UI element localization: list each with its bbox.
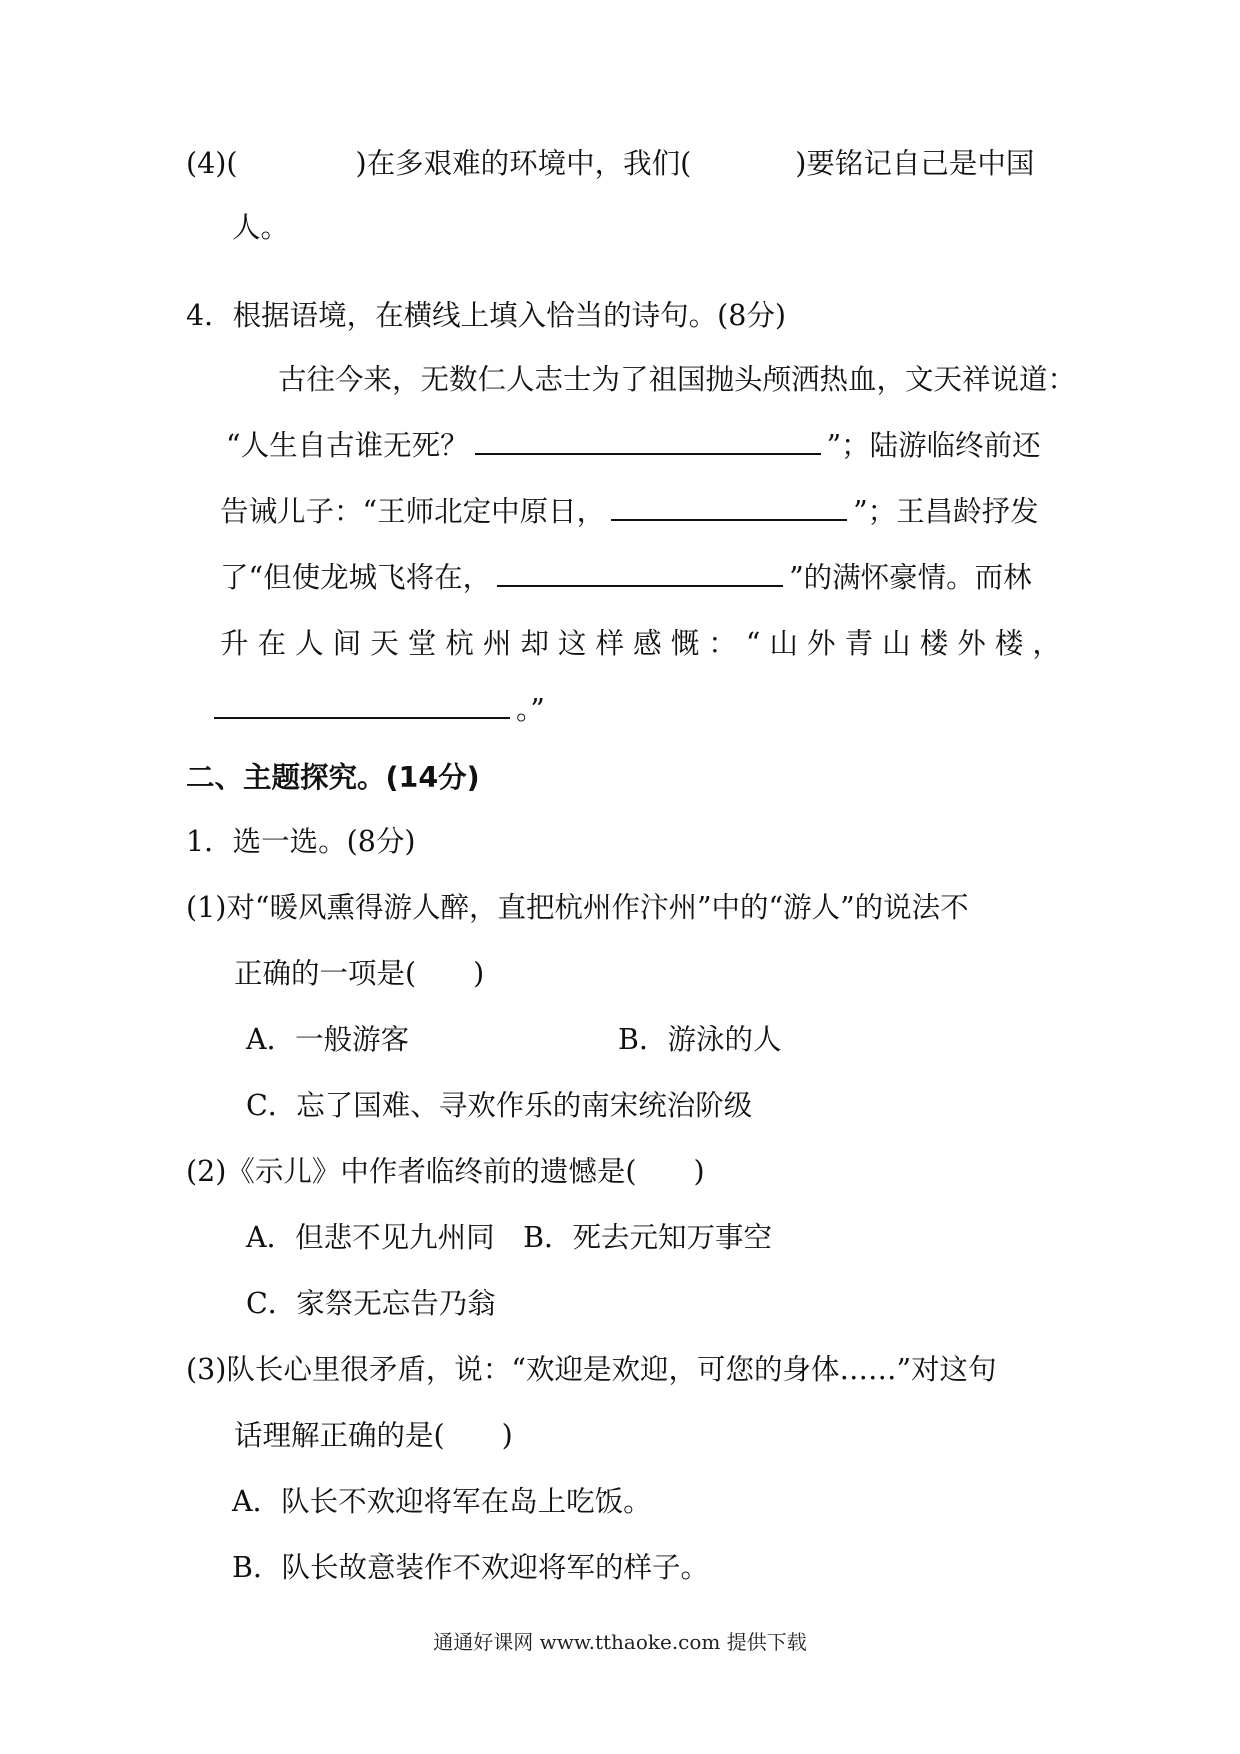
s2-q1-1-line2: 正确的一项是( ) [234,957,485,990]
option-b[interactable]: B．队长故意装作不欢迎将军的样子。 [232,1551,709,1584]
answer-blank-2[interactable] [611,493,847,521]
option-c[interactable]: C．忘了国难、寻欢作乐的南宋统治阶级 [246,1089,753,1122]
s2-q1-3-line2: 话理解正确的是( ) [234,1419,513,1452]
option-c[interactable]: C．家祭无忘告乃翁 [246,1287,496,1320]
s2-q1-3-line1: (3)队长心里很矛盾，说：“欢迎是欢迎，可您的身体……”对这句 [186,1353,997,1386]
q4-line5: 升 在 人 间 天 堂 杭 州 却 这 样 感 慨 ： “ 山 外 青 山 楼 外 楼 ， [220,627,1061,660]
option-b[interactable]: B．游泳的人 [618,1023,782,1056]
q4-line3-a: 告诫儿子：“王师北定中原日， [220,495,606,528]
answer-blank-1[interactable] [475,427,821,455]
option-a[interactable]: A．一般游客 [246,1023,410,1056]
answer-blank-3[interactable] [497,559,783,587]
option-a[interactable]: A．队长不欢迎将军在岛上吃饭。 [232,1485,652,1518]
page-footer: 通通好课网 www.tthaoke.com 提供下载 [433,1630,807,1654]
q4-line2-b: ”；陆游临终前还 [826,429,1041,462]
q3-4-part3: )要铭记自己是中国 [795,147,1035,180]
q4-line4 [220,558,1032,598]
q3-4-line1 [186,144,1034,184]
q4-heading: 4．根据语境，在横线上填入恰当的诗句。(8分) [186,299,787,332]
q4-line6 [214,690,545,730]
q4-line6-b: 。” [516,693,545,726]
answer-blank-4[interactable] [214,691,510,719]
section2-heading: 二、主题探究。(14分) [186,761,480,794]
q4-line3-b: ”；王昌龄抒发 [853,495,1039,528]
q4-para-line1: 古往今来，无数仁人志士为了祖国抛头颅洒热血，文天祥说道： [278,363,1077,396]
q4-line3 [220,492,1039,532]
q4-line4-b: ”的满怀豪情。而林 [789,561,1032,594]
s2-q1-2-line1: (2)《示儿》中作者临终前的遗憾是( ) [186,1155,705,1188]
s2-q1-1-line1: (1)对“暖风熏得游人醉，直把杭州作汴州”中的“游人”的说法不 [186,891,969,924]
q4-line2 [226,426,1041,466]
s2-q1-heading: 1．选一选。(8分) [186,825,416,858]
option-ab[interactable]: A．但悲不见九州同 B．死去元知万事空 [246,1221,773,1254]
q3-4-line2: 人。 [232,211,290,244]
q3-4-part1: (4)( [186,147,238,180]
q3-4-part2: )在多艰难的环境中，我们( [355,147,692,180]
q4-line4-a: 了“但使龙城飞将在， [220,561,492,594]
q4-line2-a: “人生自古谁无死？ [226,429,469,462]
